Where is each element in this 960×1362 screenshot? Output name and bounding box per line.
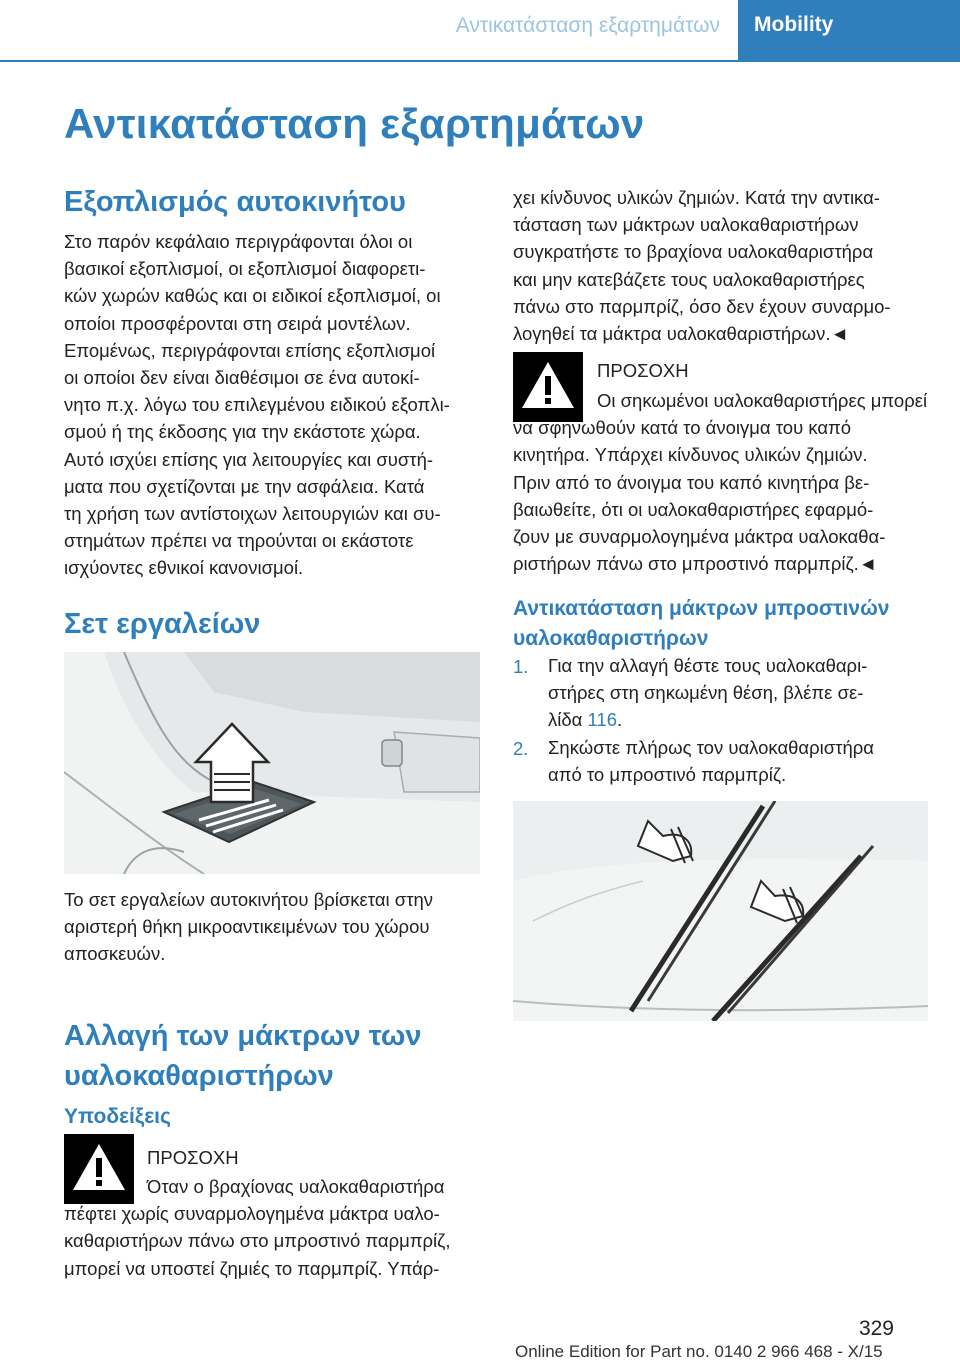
text-line: Σηκώστε πλήρως τον υαλοκαθαριστήρα xyxy=(548,737,874,758)
equipment-heading: Εξοπλισμός αυτοκινήτου xyxy=(64,186,406,218)
text-line: ριστήρων πάνω στο μπροστινό παρμπρίζ.◄ xyxy=(513,553,878,575)
text-line: να σφηνωθούν κατά το άνοιγμα του καπό xyxy=(513,417,852,439)
page-title: Αντικατάσταση εξαρτημάτων xyxy=(64,100,645,147)
text-line: πέφτει χωρίς συναρμολογημένα μάκτρα υαλο- xyxy=(64,1203,440,1225)
text-line xyxy=(548,706,933,733)
header-section-title: Αντικατάσταση εξαρτημάτων xyxy=(455,14,720,37)
equipment-text xyxy=(64,228,484,582)
text-line: τη χρήση των αντίστοιχων λειτουργιών και συ- xyxy=(64,503,441,525)
text-line: οι οποίοι δεν είναι διαθέσιμοι σε ένα αυτοκί- xyxy=(64,367,420,389)
text-line: κών χωρών καθώς και οι ειδικοί εξοπλισμοί, οι xyxy=(64,285,441,307)
text-line: Οι σηκωμένοι υαλοκαθαριστήρες μπορεί xyxy=(597,390,928,411)
heading-line: Αλλαγή των μάκτρων των xyxy=(64,1020,422,1052)
text-line: αποσκευών. xyxy=(64,943,166,965)
heading-line: Αντικατάσταση μάκτρων μπροστινών xyxy=(513,597,890,620)
step-number: 2. xyxy=(513,738,529,759)
text-line: βασικοί εξοπλισμοί, οι εξοπλισμοί διαφορετι- xyxy=(64,258,426,280)
text-line: στήρες στη σηκωμένη θέση, βλέπε σε- xyxy=(548,682,864,704)
header-rule xyxy=(0,60,738,62)
step-number: 1. xyxy=(513,656,529,677)
page-link-116[interactable]: 116 xyxy=(587,709,617,731)
trunk-illustration xyxy=(64,652,480,874)
text-line: βαιωθείτε, ότι οι υαλοκαθαριστήρες εφαρμό- xyxy=(513,498,874,520)
notes-heading: Υποδείξεις xyxy=(64,1105,171,1128)
text-line: Το σετ εργαλείων αυτοκινήτου βρίσκεται στην xyxy=(64,889,434,910)
header-tab-mobility: Mobility xyxy=(738,0,960,62)
text-line: νητο π.χ. λόγω του επιλεγμένου ειδικού εξοπλι- xyxy=(64,394,450,416)
caution2-text xyxy=(513,387,933,577)
text-line: Αυτό ισχύει επίσης για λειτουργίες και συστή- xyxy=(64,448,434,470)
text-line: χει κίνδυνος υλικών ζημιών. Κατά την αντικα- xyxy=(513,187,880,208)
text-line: ματα που σχετίζονται με την ασφάλεια. Κατά xyxy=(64,475,425,497)
heading-line: υαλοκαθαριστήρων xyxy=(64,1060,334,1092)
step-2-text xyxy=(548,734,933,788)
wiper-figure xyxy=(513,801,928,1021)
text-line: Πριν από το άνοιγμα του καπό κινητήρα βε- xyxy=(513,471,870,493)
toolkit-caption xyxy=(64,886,484,968)
caution1-text-continued xyxy=(513,184,933,347)
caution1-label: ΠΡΟΣΟΧΗ xyxy=(147,1147,239,1168)
toolkit-heading: Σετ εργαλείων xyxy=(64,608,261,640)
text-line: τάσταση των μάκτρων υαλοκαθαριστήρων xyxy=(513,214,859,236)
text-fragment: λίδα xyxy=(548,709,588,731)
text-line: Όταν ο βραχίονας υαλοκαθαριστήρα xyxy=(147,1176,445,1197)
text-line: σμού ή της έκδοσης για την εκάστοτε χώρα. xyxy=(64,421,421,443)
text-line: καθαριστήρων πάνω στο μπροστινό παρμπρίζ, xyxy=(64,1230,451,1252)
footer-edition: Online Edition for Part no. 0140 2 966 468 - X/15 xyxy=(515,1342,883,1361)
text-line: λογηθεί τα μάκτρα υαλοκαθαριστήρων.◄ xyxy=(513,323,849,345)
text-line: από το μπροστινό παρμπρίζ. xyxy=(548,764,787,786)
text-line: κινητήρα. Υπάρχει κίνδυνος υλικών ζημιών. xyxy=(513,444,868,466)
text-line: Για την αλλαγή θέστε τους υαλοκαθαρι- xyxy=(548,655,868,676)
text-line: Στο παρόν κεφάλαιο περιγράφονται όλοι οι xyxy=(64,231,413,252)
text-line: ζουν με συναρμολογημένα μάκτρα υαλοκαθα- xyxy=(513,526,886,548)
heading-line: υαλοκαθαριστήρων xyxy=(513,627,709,650)
text-line: και μην κατεβάζετε τους υαλοκαθαριστήρες xyxy=(513,268,865,290)
text-line: στημάτων πρέπει να τηρούνται οι εκάστοτε xyxy=(64,530,414,552)
toolkit-figure xyxy=(64,652,480,874)
step-1-text xyxy=(548,652,933,734)
text-fragment: . xyxy=(617,709,623,731)
text-line: μπορεί να υποστεί ζημιές το παρμπρίζ. Υπάρ- xyxy=(64,1257,440,1279)
caution1-text xyxy=(64,1173,484,1282)
text-line: πάνω στο παρμπρίζ, όσο δεν έχουν συναρμο- xyxy=(513,295,891,317)
text-line: οποίοι προσφέρονται στη σειρά μοντέλων. xyxy=(64,312,411,334)
text-line: ισχύοντες εθνικοί κανονισμοί. xyxy=(64,557,304,579)
wiper-heading xyxy=(64,1016,421,1096)
caution2-label: ΠΡΟΣΟΧΗ xyxy=(597,360,689,381)
text-line: συγκρατήστε το βραχίονα υαλοκαθαριστήρα xyxy=(513,241,874,263)
text-line: αριστερή θήκη μικροαντικειμένων του χώρου xyxy=(64,916,430,938)
page-number: 329 xyxy=(858,1317,894,1340)
replace-front-wipers-heading xyxy=(513,594,933,654)
text-line: Επομένως, περιγράφονται επίσης εξοπλισμοί xyxy=(64,339,436,361)
windshield-wipers-illustration xyxy=(513,801,928,1021)
